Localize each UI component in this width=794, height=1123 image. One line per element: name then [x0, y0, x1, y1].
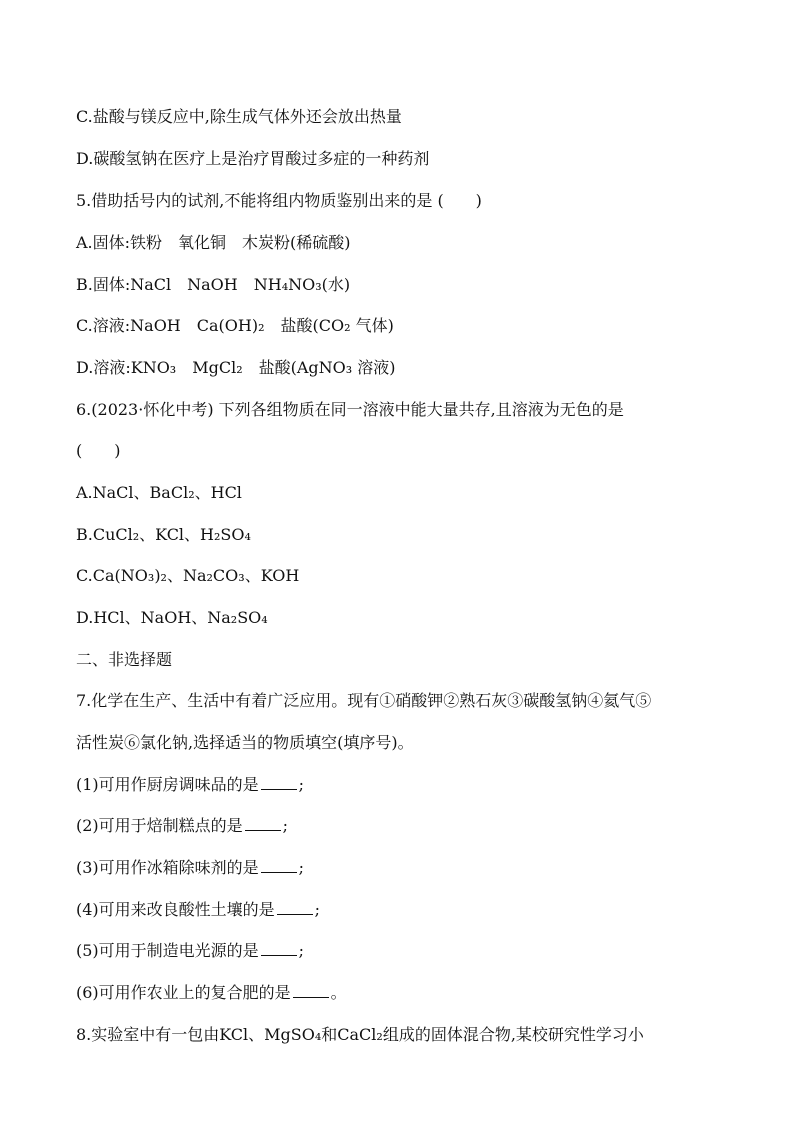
answer-blank[interactable] [261, 775, 297, 790]
question-5: 5.借助括号内的试剂,不能将组内物质鉴别出来的是 ( ) [76, 191, 482, 210]
question-7-item-4: (4)可用来改良酸性土壤的是 ; [76, 900, 321, 919]
answer-blank[interactable] [245, 816, 281, 831]
section-heading: 二、非选择题 [76, 650, 173, 669]
option-5d: D.溶液:KNO₃ MgCl₂ 盐酸(AgNO₃ 溶液) [76, 358, 396, 377]
question-7-line1: 7.化学在生产、生活中有着广泛应用。现有①硝酸钾②熟石灰③碳酸氢钠④氦气⑤ [76, 691, 652, 710]
question-8: 8.实验室中有一包由KCl、MgSO₄和CaCl₂组成的固体混合物,某校研究性学习小 [76, 1025, 644, 1044]
option-4c: C.盐酸与镁反应中,除生成气体外还会放出热量 [76, 107, 402, 126]
option-5a: A.固体:铁粉 氧化铜 木炭粉(稀硫酸) [76, 233, 351, 252]
answer-blank[interactable] [293, 983, 329, 998]
question-6-paren: ( ) [76, 441, 121, 460]
option-6d: D.HCl、NaOH、Na₂SO₄ [76, 608, 268, 627]
option-6a: A.NaCl、BaCl₂、HCl [76, 483, 242, 502]
question-6: 6.(2023·怀化中考) 下列各组物质在同一溶液中能大量共存,且溶液为无色的是 [76, 400, 624, 419]
option-4d: D.碳酸氢钠在医疗上是治疗胃酸过多症的一种药剂 [76, 149, 430, 168]
option-5b: B.固体:NaCl NaOH NH₄NO₃(水) [76, 275, 351, 294]
question-7-item-3: (3)可用作冰箱除味剂的是 ; [76, 858, 305, 877]
answer-blank[interactable] [277, 900, 313, 915]
option-6c: C.Ca(NO₃)₂、Na₂CO₃、KOH [76, 566, 300, 585]
question-7-line2: 活性炭⑥氯化钠,选择适当的物质填空(填序号)。 [76, 733, 414, 752]
question-7-item-6: (6)可用作农业上的复合肥的是 。 [76, 983, 347, 1002]
answer-blank[interactable] [261, 858, 297, 873]
option-6b: B.CuCl₂、KCl、H₂SO₄ [76, 525, 251, 544]
answer-blank[interactable] [261, 941, 297, 956]
question-7-item-1: (1)可用作厨房调味品的是 ; [76, 775, 305, 794]
question-7-item-5: (5)可用于制造电光源的是 ; [76, 941, 305, 960]
question-7-item-2: (2)可用于焙制糕点的是 ; [76, 816, 289, 835]
option-5c: C.溶液:NaOH Ca(OH)₂ 盐酸(CO₂ 气体) [76, 316, 394, 335]
